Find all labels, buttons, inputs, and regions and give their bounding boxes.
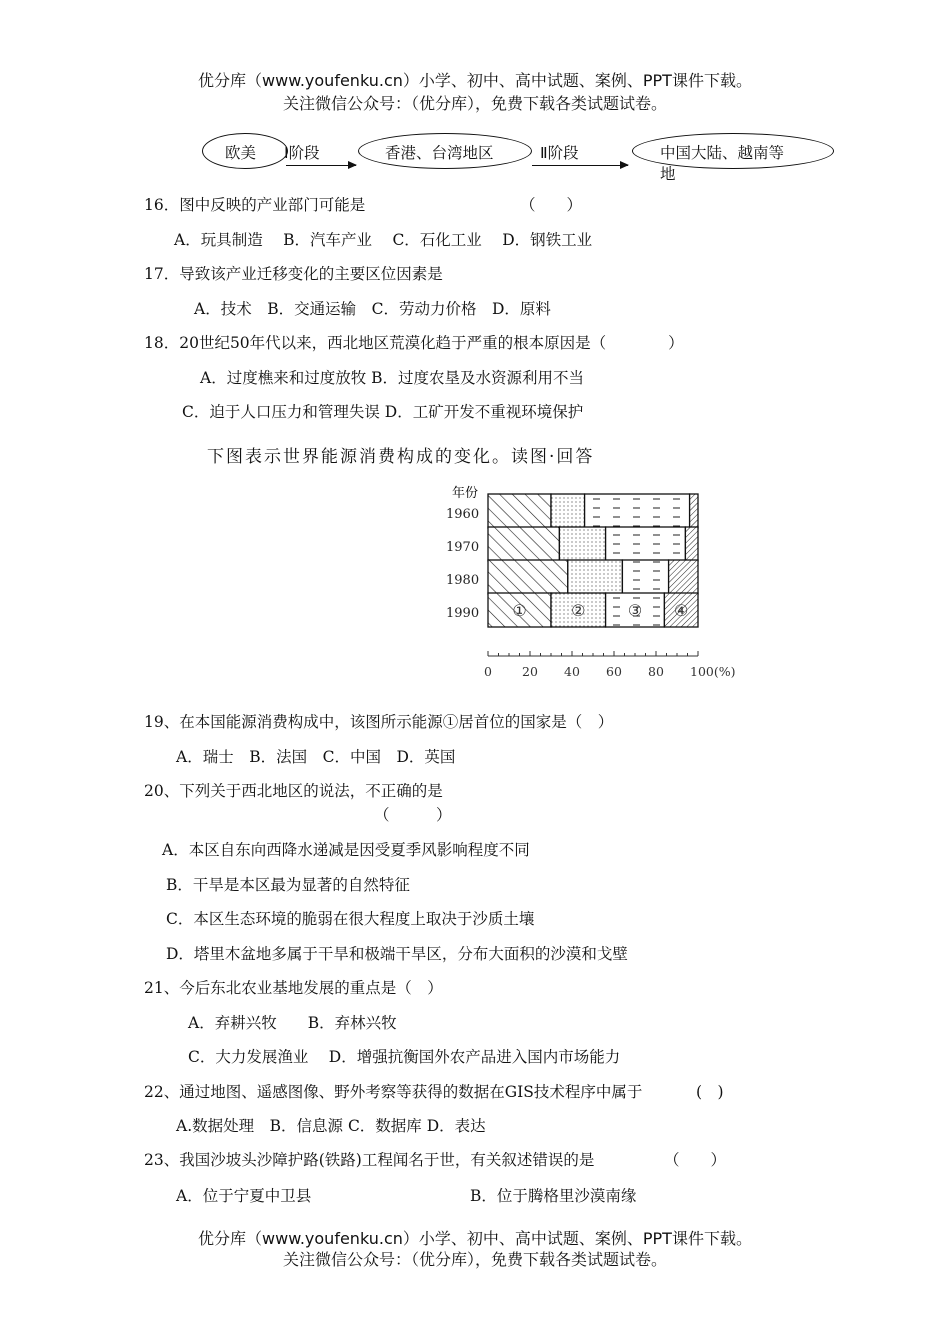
chart-x-tick-label: 80 (648, 664, 664, 679)
bar-segment-1970-4 (685, 527, 698, 561)
flow-stage-2-label: Ⅱ阶段 (540, 144, 579, 162)
question-20-option-b: B．干旱是本区最为显著的自然特征 (166, 876, 410, 894)
flow-stage-1-label: Ⅰ阶段 (284, 144, 320, 162)
bar-segment-1960-3 (585, 494, 690, 528)
question-19: 19、在本国能源消费构成中，该图所示能源①居首位的国家是（ ） (144, 713, 614, 731)
question-17-options: A．技术 B．交通运输 C．劳动力价格 D．原料 (194, 300, 551, 318)
footer-line-1: 优分库（www.youfenku.cn）小学、初中、高中试题、案例、PPT课件下载。 (198, 1229, 752, 1248)
energy-consumption-chart (430, 476, 760, 688)
chart-year-label-1980: 1980 (446, 573, 480, 588)
question-18: 18．20世纪50年代以来，西北地区荒漠化趋于严重的根本原因是（ ） (144, 334, 684, 352)
header-line-2: 关注微信公众号：（优分库），免费下载各类试题试卷。 (282, 94, 667, 113)
bar-segment-1970-3 (606, 527, 686, 561)
question-23: 23、我国沙坡头沙障护路(铁路)工程闻名于世，有关叙述错误的是 (144, 1151, 595, 1169)
flow-arrow-1 (286, 165, 356, 166)
bar-segment-1980-4 (669, 560, 698, 594)
question-21-options-ab: A．弃耕兴牧 B．弃林兴牧 (188, 1014, 397, 1032)
footer-line-2: 关注微信公众号：（优分库），免费下载各类试题试卷。 (282, 1250, 667, 1269)
question-16-options: A．玩具制造 B．汽车产业 C．石化工业 D．钢铁工业 (174, 231, 593, 249)
bar-segment-1980-3 (622, 560, 668, 594)
question-22: 22、通过地图、遥感图像、野外考察等获得的数据在GIS技术程序中属于 (144, 1083, 643, 1101)
bar-segment-1960-2 (551, 494, 585, 528)
bar-segment-1980-2 (568, 560, 623, 594)
question-16-answer-paren: （ ） (520, 196, 583, 214)
flow-node-3-label-cont: 地 (660, 165, 676, 183)
segment-label-2: ② (571, 601, 586, 620)
flow-node-hongkong-taiwan (358, 133, 532, 169)
chart-x-tick-label: 40 (564, 664, 580, 679)
question-22-options: A.数据处理 B．信息源 C．数据库 D．表达 (176, 1117, 486, 1135)
question-20-answer-paren: （ ） (374, 806, 452, 824)
question-23-answer-paren: （ ） (664, 1151, 727, 1169)
flow-node-2-label: 香港、台湾地区 (385, 144, 494, 162)
question-16: 16．图中反映的产业部门可能是 (144, 196, 366, 214)
header-line-1: 优分库（www.youfenku.cn）小学、初中、高中试题、案例、PPT课件下载。 (198, 71, 752, 90)
question-20-option-c: C．本区生态环境的脆弱在很大程度上取决于沙质土壤 (166, 910, 535, 928)
question-18-options-cd: C．迫于人口压力和管理失误 D．工矿开发不重视环境保护 (182, 403, 584, 421)
bar-segment-1980-1 (488, 560, 568, 594)
chart-title: 下图表示世界能源消费构成的变化。读图·回答 (207, 447, 595, 467)
question-17: 17．导致该产业迁移变化的主要区位因素是 (144, 265, 443, 283)
chart-year-label-1990: 1990 (446, 606, 480, 621)
segment-label-4: ④ (674, 601, 689, 620)
bar-segment-1960-4 (690, 494, 698, 528)
flow-node-1-label: 欧美 (225, 144, 257, 162)
chart-x-tick-label: 0 (484, 664, 492, 679)
flow-node-europe-america (202, 133, 288, 169)
bar-segment-1960-1 (488, 494, 551, 528)
segment-label-1: ① (512, 601, 527, 620)
chart-y-axis-label: 年份 (452, 486, 479, 501)
question-23-option-a: A．位于宁夏中卫县 (176, 1187, 312, 1205)
question-20-option-d: D．塔里木盆地多属于干旱和极端干旱区，分布大面积的沙漠和戈壁 (166, 945, 628, 963)
chart-x-tick-label: 20 (522, 664, 538, 679)
segment-label-3: ③ (627, 601, 643, 620)
question-20: 20、下列关于西北地区的说法，不正确的是 (144, 782, 443, 800)
question-21: 21、今后东北农业基地发展的重点是（ ） (144, 979, 443, 997)
flow-arrow-2 (532, 165, 628, 166)
question-18-options-ab: A．过度樵来和过度放牧 B．过度农垦及水资源利用不当 (200, 369, 585, 387)
question-23-option-b: B．位于腾格里沙漠南缘 (470, 1187, 637, 1205)
chart-year-label-1960: 1960 (446, 507, 480, 522)
chart-year-label-1970: 1970 (446, 540, 480, 555)
question-20-option-a: A．本区自东向西降水递减是因受夏季风影响程度不同 (162, 841, 530, 859)
question-22-answer-paren: ( ) (696, 1083, 724, 1101)
bar-segment-1970-2 (559, 527, 605, 561)
chart-x-tick-label: 60 (606, 664, 622, 679)
question-19-options: A．瑞士 B．法国 C．中国 D．英国 (176, 748, 456, 766)
chart-x-tick-label: 100(%) (690, 664, 736, 679)
question-21-options-cd: C．大力发展渔业 D．增强抗衡国外农产品进入国内市场能力 (188, 1048, 621, 1066)
bar-segment-1970-1 (488, 527, 559, 561)
flow-node-3-label: 中国大陆、越南等 (660, 144, 785, 162)
